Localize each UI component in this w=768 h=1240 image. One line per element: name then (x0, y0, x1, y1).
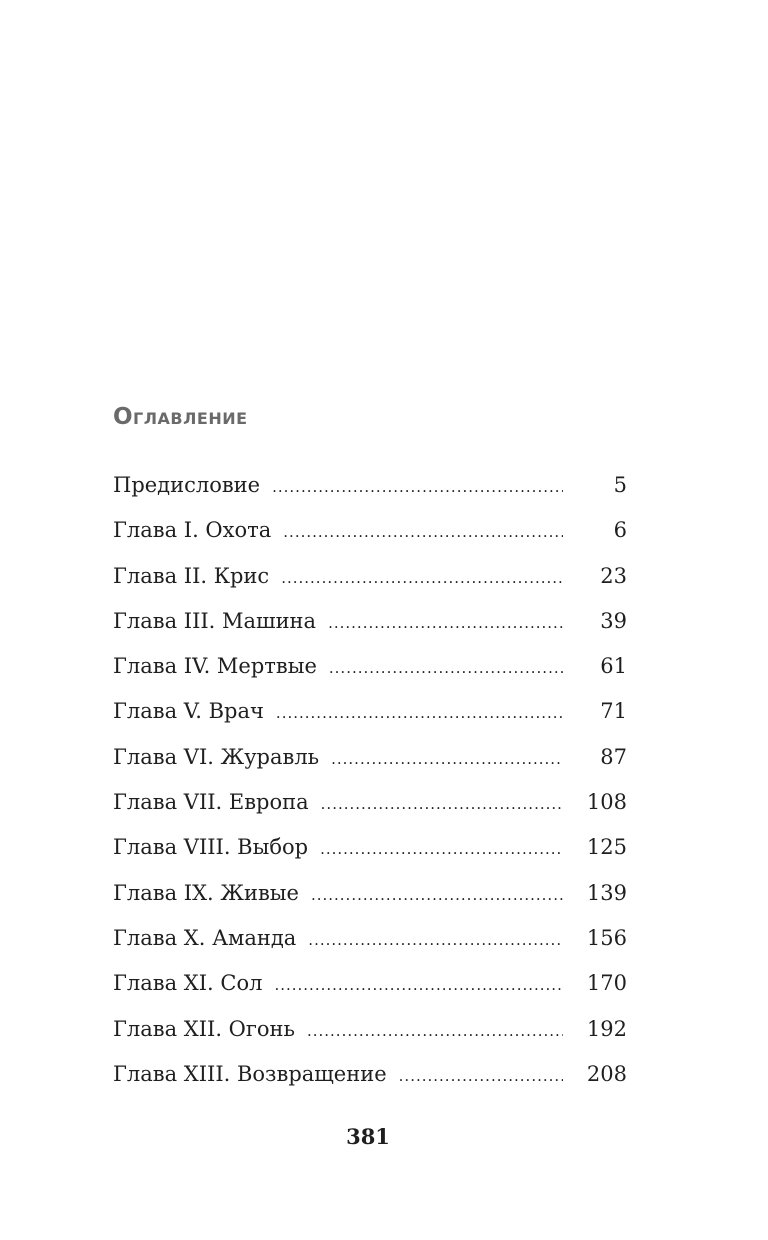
toc-entry-page: 61 (600, 654, 627, 679)
toc-entry-title: Глава V. Врач (113, 699, 264, 724)
toc-entry-title: Глава XII. Огонь (113, 1016, 295, 1041)
toc-entry (113, 832, 627, 877)
toc-entry (113, 1014, 627, 1059)
toc-entry-page: 139 (586, 880, 627, 905)
toc-entry-page: 170 (586, 971, 627, 996)
toc-entry (113, 1059, 627, 1104)
toc-entry-page: 39 (600, 608, 627, 633)
toc-entry (113, 968, 627, 1013)
toc-entry-title: Глава II. Крис (113, 563, 270, 588)
toc-entry (113, 651, 627, 696)
toc-entry (113, 787, 627, 832)
toc-entry (113, 742, 627, 787)
dot-leader (320, 834, 563, 864)
dot-leader (283, 517, 563, 547)
page-number: 381 (346, 1124, 390, 1149)
toc-entry (113, 561, 627, 606)
dot-leader (328, 608, 563, 638)
dot-leader (329, 653, 563, 683)
dot-leader (272, 472, 563, 502)
dot-leader (321, 789, 563, 819)
toc-entry-title: Глава I. Охота (113, 518, 272, 543)
toc-entry (113, 923, 627, 968)
toc-entry-page: 208 (586, 1061, 627, 1086)
toc-entry-page: 192 (586, 1016, 627, 1041)
toc-entry (113, 878, 627, 923)
toc-entry-title: Глава VI. Журавль (113, 744, 320, 769)
dot-leader (274, 970, 563, 1000)
toc-entry-title: Глава VIII. Выбор (113, 835, 309, 860)
dot-leader (307, 1016, 563, 1046)
dot-leader (331, 744, 563, 774)
toc-list (113, 470, 627, 1104)
toc-entry (113, 470, 627, 515)
toc-entry-page: 5 (613, 473, 627, 497)
toc-entry-page: 125 (586, 835, 627, 860)
toc-entry-title: Глава IV. Мертвые (113, 654, 317, 679)
toc-entry-title: Глава III. Машина (113, 608, 317, 633)
toc-entry-page: 71 (600, 699, 627, 724)
toc-entry (113, 606, 627, 651)
toc-entry-title: Глава VII. Европа (113, 790, 309, 815)
toc-entry (113, 515, 627, 560)
toc-entry-title: Предисловие (113, 473, 261, 497)
toc-entry (113, 696, 627, 741)
toc-entry-page: 108 (586, 790, 627, 815)
toc-entry-title: Глава X. Аманда (113, 925, 297, 950)
dot-leader (311, 880, 563, 910)
toc-entry-page: 6 (613, 518, 627, 543)
toc-entry-title: Глава XIII. Возвращение (113, 1061, 387, 1086)
toc-heading: Оглавление (113, 404, 248, 430)
toc-entry-title: Глава XI. Сол (113, 971, 263, 996)
dot-leader (399, 1061, 563, 1091)
dot-leader (281, 563, 563, 593)
toc-entry-title: Глава IX. Живые (113, 880, 299, 905)
toc-entry-page: 87 (600, 744, 627, 769)
toc-entry-page: 156 (586, 925, 627, 950)
dot-leader (308, 925, 563, 955)
dot-leader (276, 698, 563, 728)
toc-entry-page: 23 (600, 563, 627, 588)
